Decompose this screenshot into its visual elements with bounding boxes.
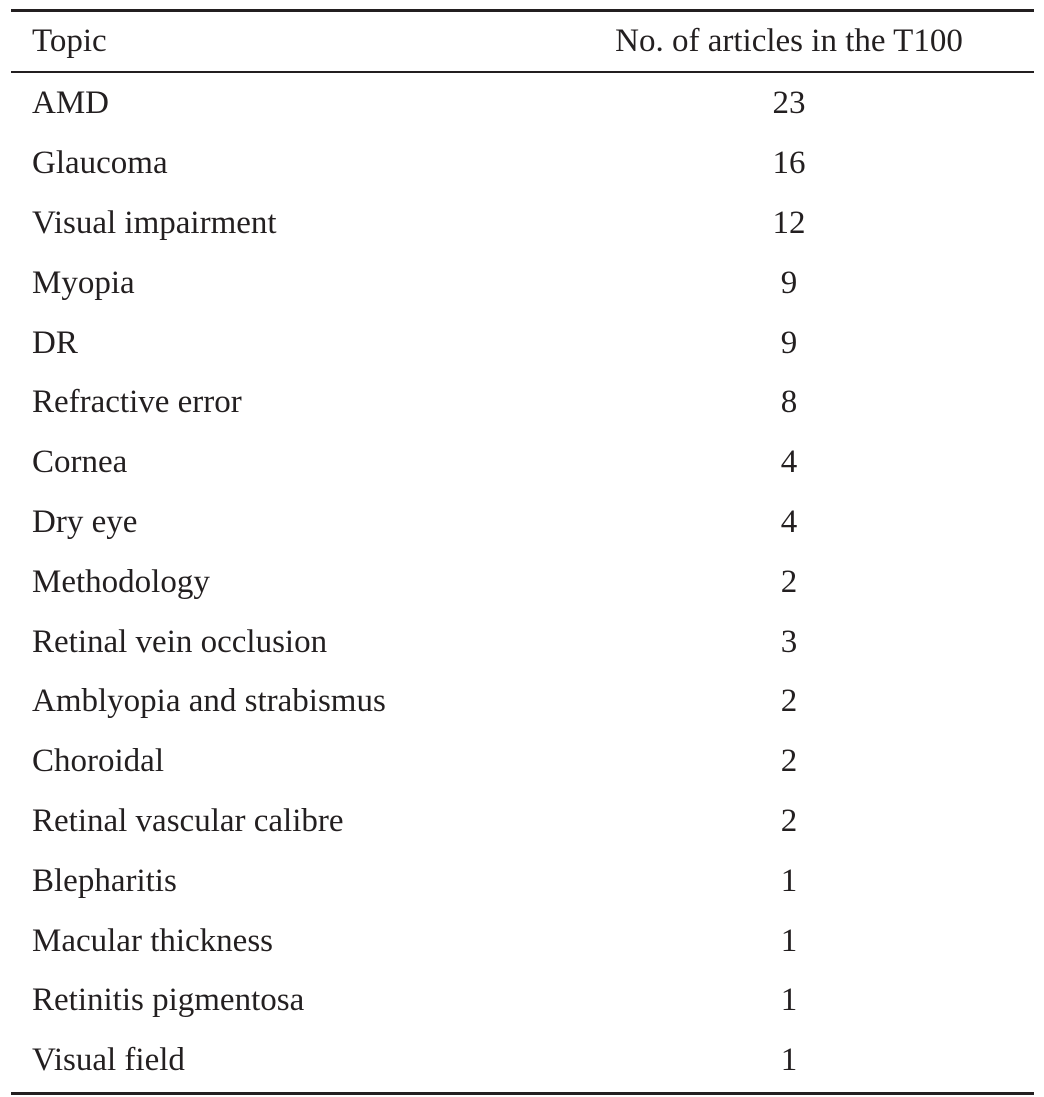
header-row: [11, 12, 1034, 71]
table-row: [11, 1031, 1034, 1091]
topic-cell: AMD: [32, 85, 110, 122]
count-cell: 1: [780, 982, 798, 1019]
table-row: [11, 732, 1034, 792]
table-row: [11, 612, 1034, 672]
count-cell: 4: [780, 444, 798, 481]
topic-cell: Choroidal: [32, 743, 164, 780]
count-cell: 3: [780, 623, 798, 660]
header-count: No. of articles in the T100: [615, 23, 963, 59]
table-row: [11, 134, 1034, 194]
count-cell: 2: [780, 683, 798, 720]
table-body: [11, 74, 1034, 1091]
table-row: [11, 971, 1034, 1031]
count-cell: 1: [780, 922, 798, 959]
topic-cell: Retinal vascular calibre: [32, 802, 344, 839]
topic-cell: Cornea: [32, 444, 128, 481]
count-cell: 2: [780, 563, 798, 600]
topic-cell: Glaucoma: [32, 145, 168, 182]
table-row: [11, 194, 1034, 254]
count-cell: 23: [772, 85, 806, 122]
topic-cell: Retinitis pigmentosa: [32, 982, 305, 1019]
topic-cell: Macular thickness: [32, 922, 274, 959]
table-row: [11, 493, 1034, 553]
table-row: [11, 313, 1034, 373]
count-cell: 8: [780, 384, 798, 421]
topic-cell: Visual impairment: [32, 204, 277, 241]
header-topic: Topic: [32, 23, 107, 59]
topic-cell: Retinal vein occlusion: [32, 623, 328, 660]
topic-cell: Blepharitis: [32, 862, 177, 899]
topic-cell: Amblyopia and strabismus: [32, 683, 386, 720]
count-cell: 1: [780, 862, 798, 899]
count-cell: 2: [780, 802, 798, 839]
count-cell: 4: [780, 503, 798, 540]
topics-table: [11, 9, 1034, 1095]
table-row: [11, 911, 1034, 971]
count-cell: 9: [780, 264, 798, 301]
count-cell: 9: [780, 324, 798, 361]
table-row: [11, 373, 1034, 433]
count-cell: 16: [772, 145, 806, 182]
table-row: [11, 552, 1034, 612]
topic-cell: Refractive error: [32, 384, 242, 421]
table-row: [11, 792, 1034, 852]
topic-cell: Dry eye: [32, 503, 138, 540]
table-row: [11, 433, 1034, 493]
topic-cell: Methodology: [32, 563, 210, 600]
count-cell: 2: [780, 743, 798, 780]
topic-cell: Myopia: [32, 264, 135, 301]
table-row: [11, 672, 1034, 732]
count-cell: 1: [780, 1042, 798, 1079]
table-row: [11, 253, 1034, 313]
bottom-rule: [11, 1092, 1034, 1095]
table-header: [11, 12, 1034, 71]
table-row: [11, 851, 1034, 911]
table-row: [11, 74, 1034, 134]
count-cell: 12: [772, 204, 806, 241]
topic-cell: Visual field: [32, 1042, 185, 1079]
topic-cell: DR: [32, 324, 78, 361]
